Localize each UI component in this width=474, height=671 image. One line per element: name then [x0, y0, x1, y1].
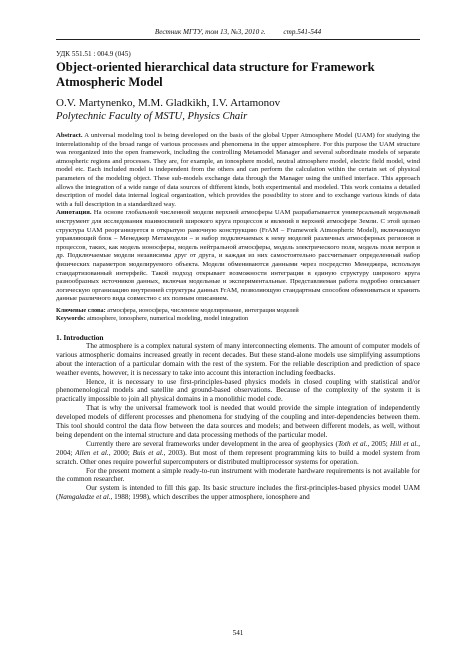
paragraph-text: , 1988; 1998), which describes the upper atmosphere, ionosphere and [110, 493, 310, 502]
abstract-en [56, 132, 420, 209]
paragraph: For the present moment a simple ready-to-run instrument with moderate hardware requirements is not available for the common researcher. [56, 466, 420, 484]
abstract-en-label: Abstract. [56, 132, 83, 139]
abstract-ru-label: Аннотация. [56, 209, 92, 217]
affiliation: Polytechnic Faculty of MSTU, Physics Chair [56, 111, 248, 122]
paragraph: The atmosphere is a complex natural system of many interconnecting elements. The amount of computer models of various atmospheric domains increased greatly in recent decades. But these stand-alone models use simplifying assumptions about the interaction of a particular domain with the rest of the system. For the reliable description and prediction of space weather events, however, it is necessary to take into account this interaction including feedbacks. [56, 341, 420, 377]
paragraph: That is why the universal framework tool is needed that would provide the simple integration of independently developed models of different processes and phenomena for studying of the coupling and inter-dependencies between them. This tool should control the data flow between the data sources and models; and between different models, as well, without being dependent on the internal structure and data processing methods of the particular model. [56, 404, 420, 439]
citation: Allen et al. [75, 448, 109, 457]
keywords-ru-text: атмосфера, ионосфера, численное моделирование, интеграция моделей [105, 306, 299, 314]
abstract-en-text: A universal modeling tool is being developed on the basis of the global Upper Atmosphere Model (UAM) for studying the interrelationship of the broad range of various processes and phenomena in the upper atmosphere. For this purpose the UAM structure was reorganized into the open framework, including the controlling Metamodel Manager and several subordinate models of separate atmospheric regions and processes. They are, for example, an ionosphere model, neutral atmosphere model, electric field model, wind model etc. Each included model is independent from the others and can perform the calculation within the certain set of physical parameters of the modeling object. These sub-models exchange data through the Manager using the unified interface. This approach allows the integration of a wide range of data sources of different kinds, both experimental and modeled. This work contains a detailed description of model data internal logical organization, which provides the possibility to store and to exchange various kinds of data with a full description in a standardized way. [56, 132, 420, 208]
paragraph [56, 440, 420, 467]
paper-page [56, 28, 421, 637]
keywords-en-label: Keywords: [56, 314, 86, 322]
paragraph-text: Currently there are several frameworks under development in the area of geophysics ( [86, 439, 338, 448]
keywords-en [56, 315, 420, 323]
paper-title: Object-oriented hierarchical data structure for Framework Atmospheric Model [56, 60, 375, 89]
author-list: O.V. Martynenko, M.M. Gladkikh, I.V. Artamonov [56, 97, 281, 109]
paragraph-text: , 2003). But most of them represent programming kits to build a model system from scratch. Other ones require powerful supercomputers or distributed multiprocessor systems for operation. [56, 448, 421, 466]
citation: Namgaladze et al. [58, 493, 111, 502]
paragraph: Hence, it is necessary to use first-principles-based physics models in closed coupling with statistical and/or phenomenological models and satellite and ground-based observations. Because of the complexity of the system it is practically impossible to join all physical domains in a monolithic model code. [56, 377, 420, 404]
body-text [56, 342, 420, 502]
udc-code: УДК 551.51 : 004.9 (045) [56, 50, 131, 58]
citation: Hill et al. [390, 439, 419, 448]
paragraph-text: , 2005; [367, 439, 391, 448]
paragraph-text: , 2004; [56, 439, 420, 457]
citation: Toth et al. [337, 439, 368, 448]
section-title: 1. Introduction [56, 332, 104, 342]
abstract-ru [56, 209, 420, 304]
keywords-en-text: atmosphere, ionosphere, numerical modeling, model integration [85, 314, 249, 322]
page-number: 541 [232, 629, 244, 637]
paragraph [56, 484, 420, 502]
keywords-ru-label: Ключевые слова: [56, 306, 106, 314]
running-head: Вестник МГТУ, том 13, №3, 2010 г. стр.541-544 [56, 28, 420, 40]
abstract-ru-text: На основе глобальной численной модели верхней атмосферы UAM разрабатывается универсальный модельный инструмент для исследования взаимосвязей широкого круга процессов и явлений в верхней атмосфере Земли. С этой целью структура UAM реорганизуется в открытую рамочную конструкцию (FrAM – Framework Atmospheric Model), включающую управляющий блок – Менеджер Метамодели – и набор подключаемых к нему моделей различных атмосферных регионов и процессов, таких, как модель ионосферы, модель нейтральной атмосферы, модель электрического поля, модель поля ветров и др. Подключаемые модели независимы друг от друга, и каждая из них самостоятельно рассчитывает определенный набор физических параметров моделируемого объекта. Модели обмениваются данными через посредство Менеджера, используя стандартизованный интерфейс. Такой подход открывает возможности интеграции в единую структуру широкого круга разнообразных источников данных, включая модельные и экспериментальные. Представляемая работа подробно описывает логическую организацию внутренней структуры данных FrAM, позволяющую стандартным способом обмениваться и хранить данные различного вида совместно с их полным описанием. [56, 209, 420, 303]
citation: Buis et al. [132, 448, 164, 457]
paragraph-text: Our system is intended to fill this gap. Its basic structure includes the first-principles-based physics model UAM ( [56, 484, 420, 502]
keywords-ru [56, 307, 420, 315]
paragraph-text: , 2000; [108, 448, 133, 457]
